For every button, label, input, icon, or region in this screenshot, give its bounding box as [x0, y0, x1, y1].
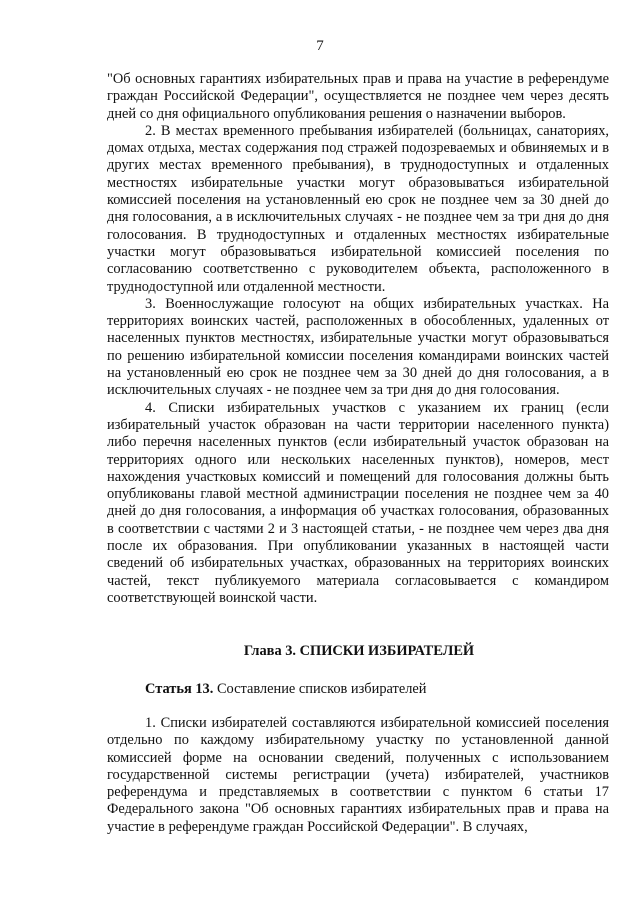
paragraph-2: 2. В местах временного пребывания избирателей (больницах, санаториях, домах отдыха, местах содержания под стражей подозреваемых и обвиняемых и в других местах временного пребывания), в труднодоступных и отдаленных местностях избирательные участки могут образовываться избирательной комиссией поселения на установленный ею срок не позднее чем за 30 дней до дня голосования, а в исключительных случаях - не позднее чем за три дня до дня голосования. В труднодоступных и отдаленных местностях избирательные участки могут образовываться избирательной комиссией поселения по согласованию соответственно с руководителем объекта, расположенного в труднодоступной или отдаленной местности. — [107, 122, 609, 295]
page-number: 7 — [316, 38, 324, 54]
paragraph-continuation: "Об основных гарантиях избирательных прав и права на участие в референдуме граждан Российской Федерации", осуществляется не позднее чем через десять дней со дня официального опубликования решения о назначении выборов. — [107, 71, 609, 122]
article-paragraph-1: 1. Списки избирателей составляются избирательной комиссией поселения отдельно по каждому избирательному участку по установленной данной комиссией форме на основании сведений, полученных с использованием государственной системы регистрации (учета) избирателей, участников референдума и представляемых в соответствии с пунктом 6 статьи 17 Федерального закона "Об основных гарантиях избирательных прав и права на участие в референдуме граждан Российской Федерации". В случаях, — [107, 715, 609, 835]
article-title: Составление списков избирателей — [216, 681, 427, 697]
article-label: Статья 13. — [145, 681, 214, 697]
body-text — [107, 71, 609, 607]
chapter-heading: Глава 3. СПИСКИ ИЗБИРАТЕЛЕЙ — [243, 643, 475, 659]
article-heading — [145, 681, 426, 698]
paragraph-4: 4. Списки избирательных участков с указанием их границ (если избирательный участок образован на части территории населенного пункта) либо перечня населенных пунктов (если избирательный участок образован на территориях одного или нескольких населенных пунктов), номеров, мест нахождения участковых комиссий и помещений для голосования должны быть опубликованы главой местной администрации поселения не позднее чем за 40 дней до дня голосования, а информация об участках голосования, образованных в соответствии с частями 2 и 3 настоящей статьи, - не позднее чем через два дня после их образования. При опубликовании указанных в настоящей части сведений об избирательных участках, образованных на территориях воинских частей, текст публикуемого материала согласовывается с командиром соответствующей воинской части. — [107, 399, 609, 606]
article-body — [107, 715, 609, 836]
paragraph-3: 3. Военнослужащие голосуют на общих избирательных участках. На территориях воинских частей, расположенных в обособленных, удаленных от населенных пунктов местностях, избирательные участки могут образовываться по решению избирательной комиссии поселения командирами воинских частей на установленный ею срок не позднее чем за 30 дней до дня голосования, а в исключительных случаях - не позднее чем за три дня до дня голосования. — [107, 295, 609, 399]
